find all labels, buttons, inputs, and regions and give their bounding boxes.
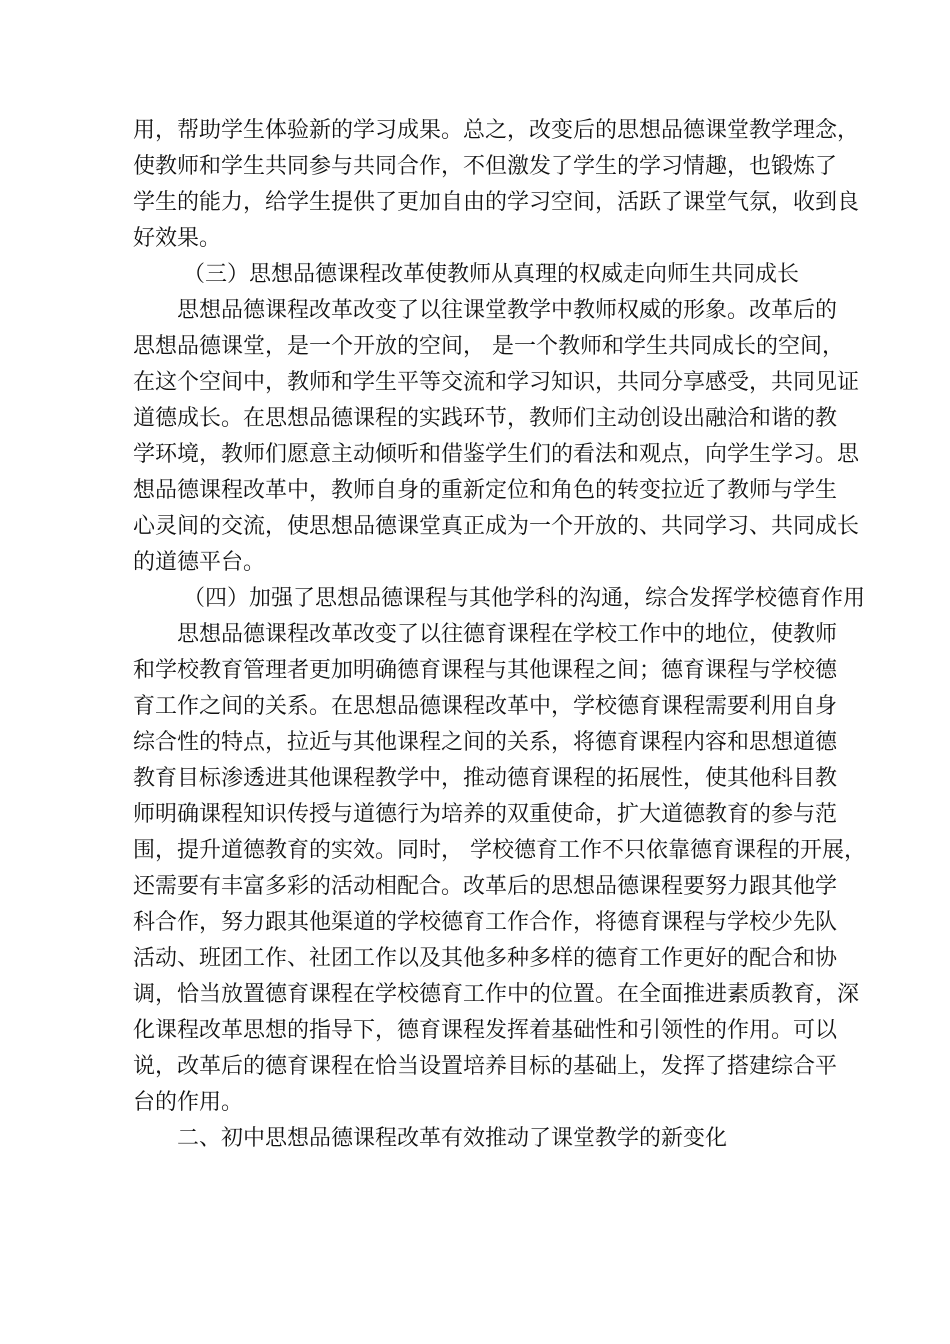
paragraph-line: 使教师和学生共同参与共同合作，不但激发了学生的学习情趣，也锻炼了 (133, 154, 838, 179)
paragraph-line: 和学校教育管理者更加明确德育课程与其他课程之间；德育课程与学校德 (133, 658, 838, 683)
section-heading-3 (133, 257, 823, 293)
paragraph-line: 师明确课程知识传授与道德行为培养的双重使命，扩大道德教育的参与范 (133, 802, 838, 827)
paragraph-line: 思想品德课程改革改变了以往德育课程在学校工作中的地位，使教师 (177, 622, 838, 647)
section-heading: 二、初中思想品德课程改革有效推动了课堂教学的新变化 (177, 1126, 728, 1151)
section-heading: （三）思想品德课程改革使教师从真理的权威走向师生共同成长 (183, 262, 800, 287)
paragraph-line: 围，提升道德教育的实效。同时， 学校德育工作不只依靠德育课程的开展， (133, 838, 866, 863)
paragraph-line: 思想品德课堂，是一个开放的空间， 是一个教师和学生共同成长的空间， (133, 334, 844, 359)
paragraph-line: 好效果。 (133, 226, 222, 251)
paragraph-line: 活动、班团工作、社团工作以及其他多种多样的德育工作更好的配合和协 (133, 946, 838, 971)
paragraph-line: 心灵间的交流，使思想品德课堂真正成为一个开放的、共同学习、共同成长 (133, 514, 860, 539)
paragraph-line: 的道德平台。 (133, 550, 266, 575)
section-heading-4 (133, 581, 866, 617)
paragraph-line: 道德成长。在思想品德课程的实践环节，教师们主动创设出融洽和谐的教 (133, 406, 838, 431)
paragraph-line: 思想品德课程改革改变了以往课堂教学中教师权威的形象。改革后的 (177, 298, 838, 323)
paragraph-line: 用，帮助学生体验新的学习成果。总之，改变后的思想品德课堂教学理念， (133, 118, 860, 143)
paragraph-line: 学环境，教师们愿意主动倾听和借鉴学生们的看法和观点，向学生学习。思 (133, 442, 860, 467)
document-body (133, 113, 866, 1157)
paragraph-line: 学生的能力，给学生提供了更加自由的学习空间，活跃了课堂气氛，收到良 (133, 190, 860, 215)
paragraph-section-3 (133, 293, 860, 581)
paragraph-line: 教育目标渗透进其他课程教学中，推动德育课程的拓展性，使其他科目教 (133, 766, 838, 791)
section-heading-2 (133, 1121, 823, 1157)
paragraph-line: 还需要有丰富多彩的活动相配合。改革后的思想品德课程要努力跟其他学 (133, 874, 838, 899)
paragraph-continuation (133, 113, 860, 257)
paragraph-section-4 (133, 617, 866, 1121)
paragraph-line: 在这个空间中，教师和学生平等交流和学习知识，共同分享感受，共同见证 (133, 370, 860, 395)
paragraph-line: 调，恰当放置德育课程在学校德育工作中的位置。在全面推进素质教育，深 (133, 982, 860, 1007)
paragraph-line: 科合作，努力跟其他渠道的学校德育工作合作，将德育课程与学校少先队 (133, 910, 838, 935)
paragraph-line: 说，改革后的德育课程在恰当设置培养目标的基础上，发挥了搭建综合平 (133, 1054, 838, 1079)
paragraph-line: 台的作用。 (133, 1090, 244, 1115)
paragraph-line: 化课程改革思想的指导下，德育课程发挥着基础性和引领性的作用。可以 (133, 1018, 838, 1043)
paragraph-line: 育工作之间的关系。在思想品德课程改革中，学校德育课程需要利用自身 (133, 694, 838, 719)
paragraph-line: 想品德课程改革中，教师自身的重新定位和角色的转变拉近了教师与学生 (133, 478, 838, 503)
section-heading: （四）加强了思想品德课程与其他学科的沟通，综合发挥学校德育作用 (183, 586, 866, 611)
paragraph-line: 综合性的特点，拉近与其他课程之间的关系，将德育课程内容和思想道德 (133, 730, 838, 755)
